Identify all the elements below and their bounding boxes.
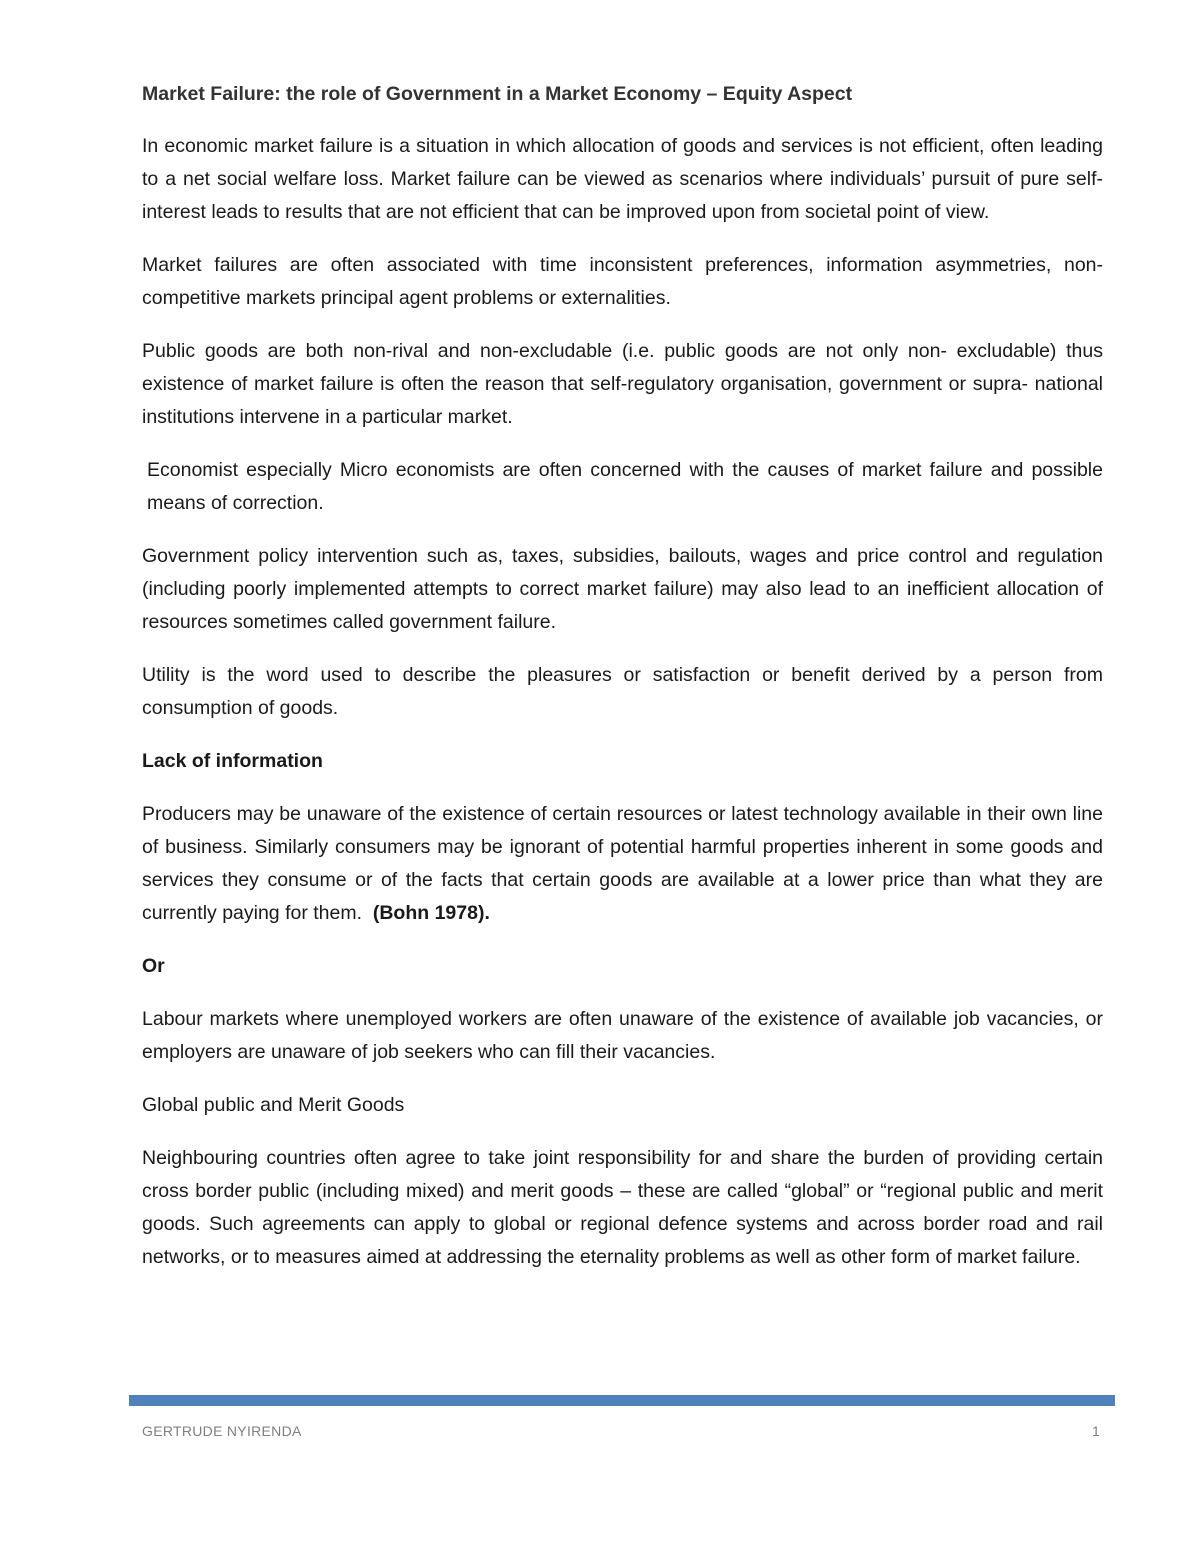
document-title: Market Failure: the role of Government in a Market Economy – Equity Aspect	[142, 83, 853, 105]
lack-paragraph-text: Producers may be unaware of the existence of certain resources or latest technology available in their own line of business. Similarly consumers may be ignorant of potential harmful properties inherent in some goods and services they consume or of the facts that certain goods are available at a lower price than what they are currently paying for them.	[142, 803, 1103, 924]
page-number: 1	[1092, 1423, 1100, 1439]
paragraph-public-goods: Public goods are both non-rival and non-excludable (i.e. public goods are not only non- excludable) thus existence of market failure is often the reason that self-regulatory organisation, government or supra- national institutions intervene in a particular market.	[142, 340, 1103, 428]
paragraph-global-goods: Neighbouring countries often agree to take joint responsibility for and share the burden of providing certain cross border public (including mixed) and merit goods – these are called “global” or “regional public and merit goods. Such agreements can apply to global or regional defence systems and across border road and rail networks, or to measures aimed at addressing the eternality problems as well as other form of market failure.	[142, 1147, 1103, 1268]
paragraph-lack-of-information	[142, 798, 1103, 930]
heading-or: Or	[142, 955, 165, 977]
citation-bohn: (Bohn 1978).	[372, 902, 490, 924]
footer-author: GERTRUDE NYIRENDA	[142, 1423, 302, 1439]
footer-rule	[129, 1395, 1115, 1406]
paragraph-labour-markets: Labour markets where unemployed workers are often unaware of the existence of available job vacancies, or employers are unaware of job seekers who can fill their vacancies.	[142, 1008, 1103, 1063]
paragraph-associations: Market failures are often associated with time inconsistent preferences, information asymmetries, non-competitive markets principal agent problems or externalities.	[142, 254, 1103, 309]
paragraph-economists: Economist especially Micro economists are often concerned with the causes of market failure and possible means of correction.	[147, 459, 1103, 514]
heading-global-public-merit-goods: Global public and Merit Goods	[142, 1094, 405, 1116]
document-body	[142, 78, 1103, 1294]
paragraph-utility: Utility is the word used to describe the pleasures or satisfaction or benefit derived by a person from consumption of goods.	[142, 664, 1103, 719]
paragraph-government-policy: Government policy intervention such as, taxes, subsidies, bailouts, wages and price control and regulation (including poorly implemented attempts to correct market failure) may also lead to an inefficient allocation of resources sometimes called government failure.	[142, 545, 1103, 633]
paragraph-definition: In economic market failure is a situation in which allocation of goods and services is not efficient, often leading to a net social welfare loss. Market failure can be viewed as scenarios where individuals’ pursuit of pure self-interest leads to results that are not efficient that can be improved upon from societal point of view.	[142, 135, 1103, 223]
heading-lack-of-information: Lack of information	[142, 750, 323, 772]
